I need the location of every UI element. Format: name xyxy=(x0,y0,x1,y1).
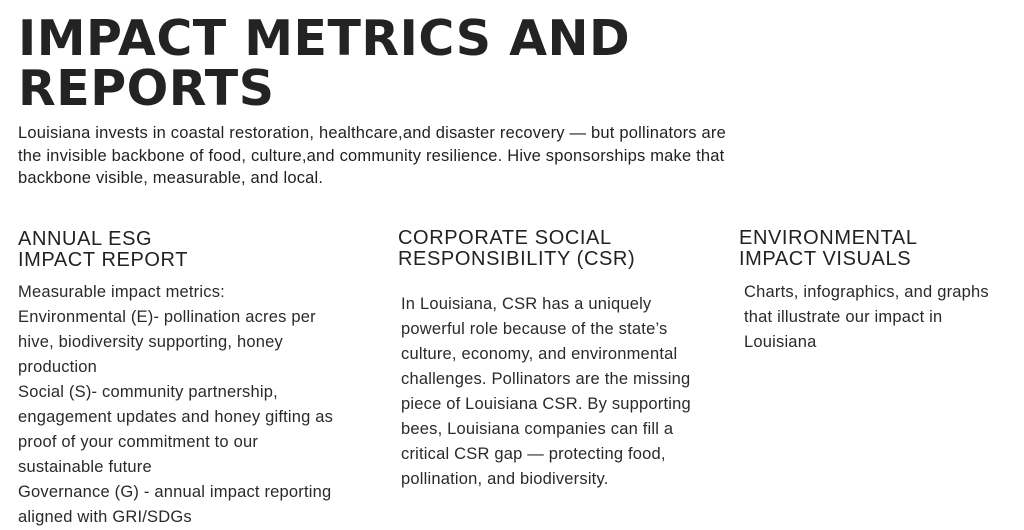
esg-governance-line: Governance (G) - annual impact reporting aligned with GRI/SDGs xyxy=(18,483,332,526)
impact-visuals-heading: ENVIRONMENTAL IMPACT VISUALS xyxy=(739,227,918,270)
csr-heading: CORPORATE SOCIAL RESPONSIBILITY (CSR) xyxy=(398,227,636,270)
esg-metrics-intro: Measurable impact metrics: xyxy=(18,283,225,301)
esg-environmental-line: Environmental (E)- pollination acres per hive, biodiversity supporting, honey production xyxy=(18,308,316,376)
page-title: IMPACT METRICS AND REPORTS xyxy=(18,10,631,117)
intro-paragraph: Louisiana invests in coastal restoration, healthcare,and disaster recovery — but pollinators are the invisible backbone of food, culture,and community resilience. Hive sponsorships make that backbone visible, measurable, and local. xyxy=(18,124,726,187)
impact-visuals-body: Charts, infographics, and graphs that illustrate our impact in Louisiana xyxy=(744,283,989,351)
csr-body: In Louisiana, CSR has a uniquely powerful role because of the state’s culture, economy, and environmental challenges. Pollinators are the missing piece of Louisiana CSR. By supporting bees, Louisiana companies can fill a critical CSR gap — protecting food, pollination, and biodiversity. xyxy=(401,295,691,488)
esg-report-body xyxy=(18,280,348,530)
esg-social-line: Social (S)- community partnership, engagement updates and honey gifting as proof of your commitment to our sustainable future xyxy=(18,383,334,476)
esg-report-heading: ANNUAL ESG IMPACT REPORT xyxy=(18,228,189,271)
